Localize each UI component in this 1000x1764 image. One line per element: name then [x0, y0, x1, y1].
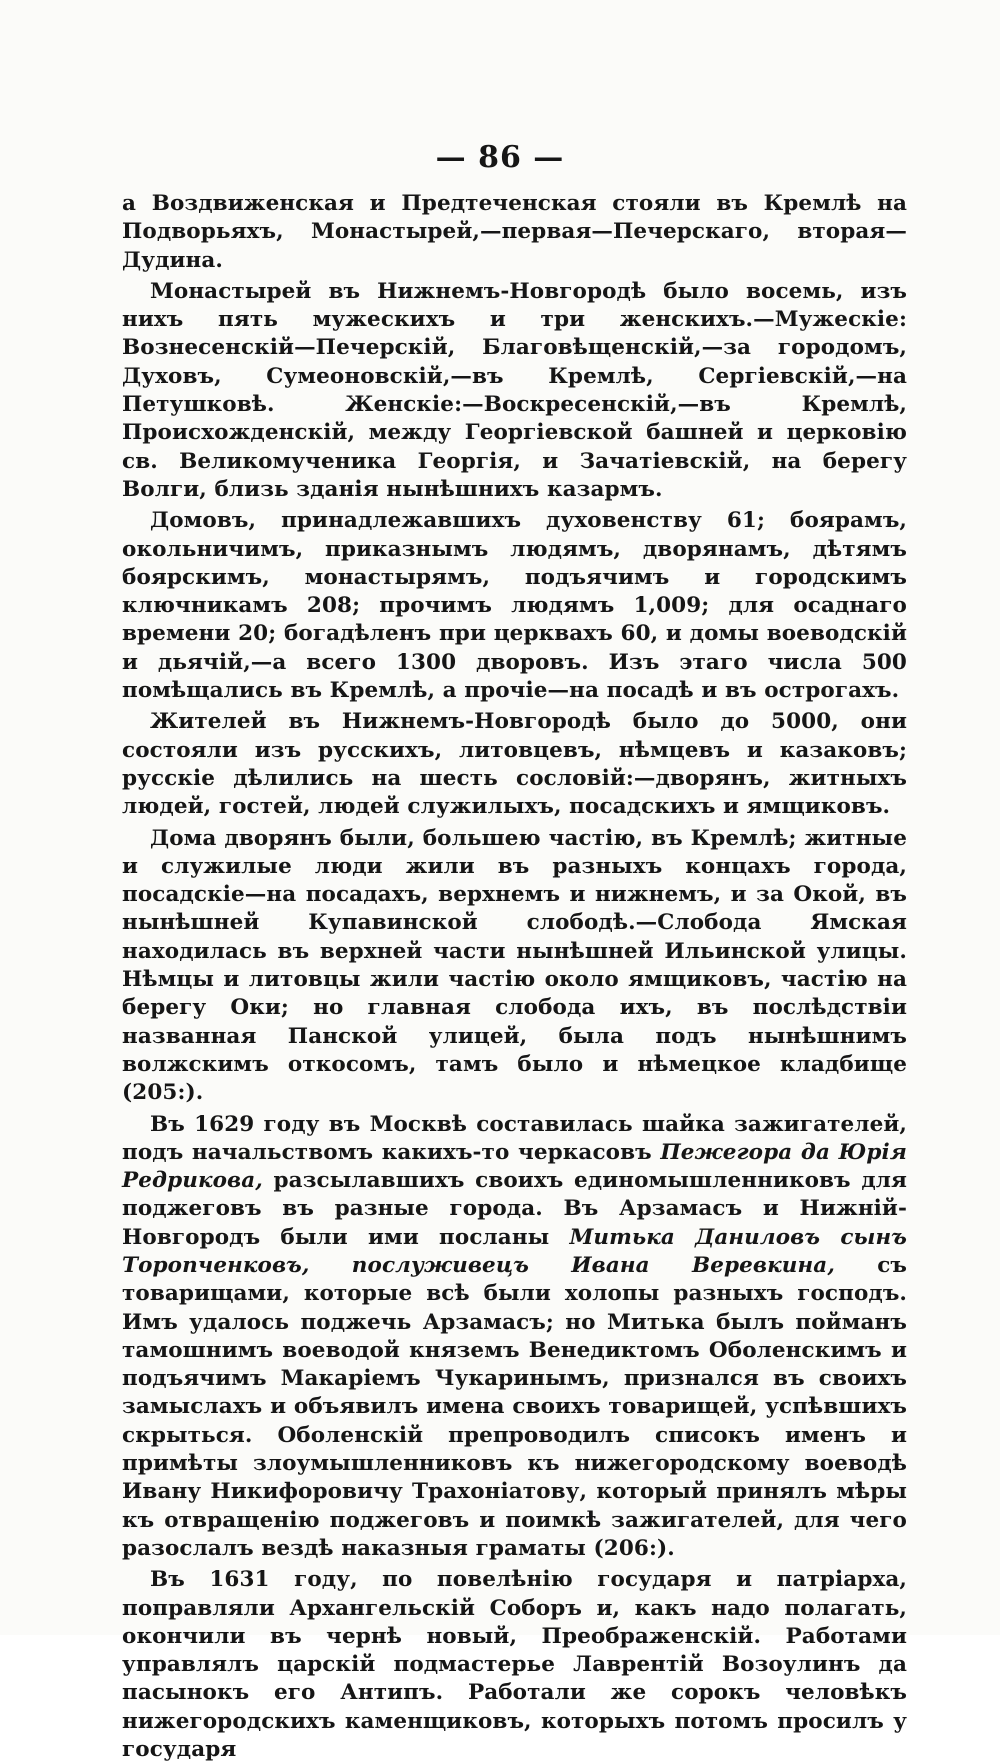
paragraph-inhabitants: Жителей въ Нижнемъ-Новгородѣ было до 5000, они состояли изъ русскихъ, литовцевъ, нѣмцевъ и казаковъ; русскіе дѣлились на шесть сословій:—дворянъ, житныхъ людей, гостей, людей служилыхъ, посадскихъ и ямщиковъ.	[122, 709, 907, 820]
italic-name-run: Митька Даниловъ сынъ Торопченковъ, послуживецъ Ивана Веревкина,	[122, 1224, 907, 1278]
paragraph-continued: а Воздвиженская и Предтеченская стояли въ Кремлѣ на Подворьяхъ, Монастырей,—первая—Печерскаго, вторая—Дудина.	[122, 191, 907, 273]
paragraph-houses: Домовъ, принадлежавшихъ духовенству 61; боярамъ, окольничимъ, приказнымъ людямъ, дворянамъ, дѣтямъ боярскимъ, монастырямъ, подъячимъ и городскимъ ключникамъ 208; прочимъ людямъ 1,009; для осаднаго времени 20; богадѣленъ при церквахъ 60, и домы воеводскій и дьячій,—а всего 1300 дворовъ. Изъ этаго числа 500 помѣщались въ Кремлѣ, а прочіе—на посадѣ и въ острогахъ.	[122, 508, 907, 704]
text-run: разсылавшихъ своихъ единомышленниковъ для поджеговъ въ разные города. Въ Арзамасъ и Нижній-Новгородъ были ими посланы	[122, 1168, 907, 1250]
paragraph-cathedral: Въ 1631 году, по повелѣнію государя и патріарха, поправляли Архангельскій Соборъ и, какъ надо полагать, окончили въ чернѣ новый, Преображенскій. Работами управлялъ царскій подмастерье Лаврентій Возоулинъ да пасынокъ его Антипъ. Работали же сорокъ человѣкъ нижегородскихъ каменщиковъ, которыхъ потомъ просилъ у государя	[122, 1567, 907, 1763]
page-number: — 86 —	[435, 140, 565, 175]
paragraph-arsonists	[122, 1111, 907, 1564]
text-run: Въ 1629 году въ Москвѣ составилась шайка зажигателей, подъ начальствомъ какихъ-то черкасовъ	[122, 1111, 907, 1165]
paragraph-monasteries: Монастырей въ Нижнемъ-Новгородѣ было восемь, изъ нихъ пять мужескихъ и три женскихъ.—Мужескіе: Вознесенскій—Печерскій, Благовѣщенскій,—за городомъ, Духовъ, Сумеоновскій,—въ Кремлѣ, Сергіевскій,—на Петушковѣ. Женскіе:—Воскресенскій,—въ Кремлѣ, Происхожденскій, между Георгіевской башней и церковію св. Великомученика Георгія, и Зачатіевскій, на берегу Волги, близь зданія нынѣшнихъ казармъ.	[122, 278, 907, 502]
body-text	[122, 190, 907, 1764]
italic-name-run: Пежегора да Юрія Редрикова,	[122, 1139, 907, 1194]
text-run: съ товарищами, которые всѣ были холопы разныхъ господъ. Имъ удалось поджечь Арзамасъ; но Митька былъ пойманъ тамошнимъ воеводой княземъ Венедиктомъ Оболенскимъ и подъячимъ Макаріемъ Чукаринымъ, признался въ своихъ замыслахъ и объявилъ имена своихъ товарищей, успѣвшихъ скрыться. Оболенскій препроводилъ списокъ именъ и примѣты злоумышленниковъ къ нижегородскому воеводѣ Ивану Никифоровичу Трахоніатову, который принялъ мѣры къ отвращенію поджеговъ и поимкѣ зажигателей, для чего разослалъ вездѣ наказныя граматы (206:).	[122, 1252, 907, 1561]
paragraph-dwellings: Дома дворянъ были, большею частію, въ Кремлѣ; житные и служилые люди жили въ разныхъ концахъ города, посадскіе—на посадахъ, верхнемъ и нижнемъ, и за Окой, въ нынѣшней Купавинской слободѣ.—Слобода Ямская находилась въ верхней части нынѣшней Ильинской улицы. Нѣмцы и литовцы жили частію около ямщиковъ, частію на берегу Оки; но главная слобода ихъ, въ послѣдствіи названная Панской улицей, была подъ нынѣшнимъ волжскимъ откосомъ, тамъ было и нѣмецкое кладбище (205:).	[122, 825, 907, 1106]
